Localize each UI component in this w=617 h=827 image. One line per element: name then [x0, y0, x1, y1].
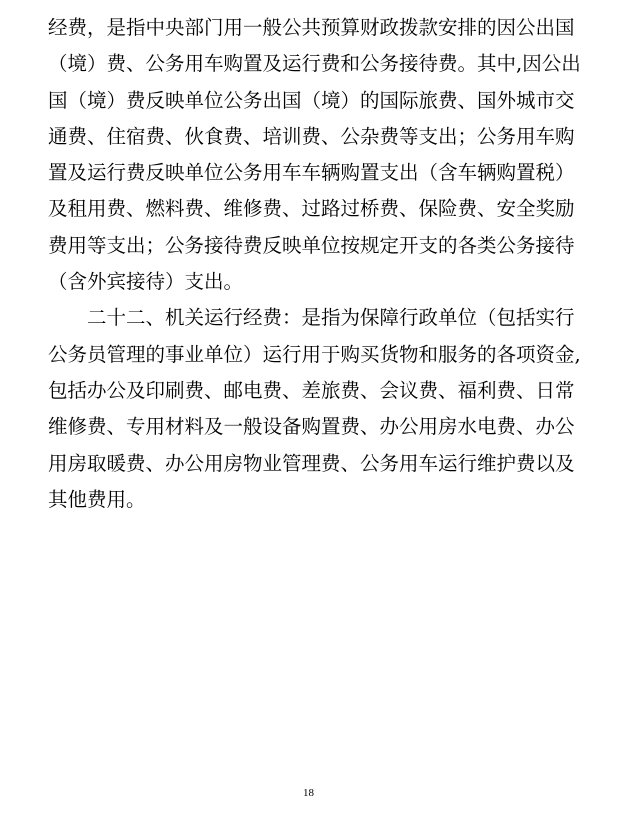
text-line: 包括办公及印刷费、邮电费、差旅费、会议费、福利费、日常: [48, 378, 575, 402]
text-line: 二十二、机关运行经费：是指为保障行政单位（包括实行: [48, 306, 575, 330]
text-line: 及租用费、燃料费、维修费、过路过桥费、保险费、安全奖励: [48, 197, 575, 221]
text-line: 通费、住宿费、伙食费、培训费、公杂费等支出；公务用车购: [48, 124, 575, 148]
text-line: 其他费用。: [48, 487, 146, 511]
paragraph-operating-expenses: [48, 300, 581, 518]
text-line: （含外宾接待）支出。: [48, 270, 244, 294]
text-line: 费用等支出；公务接待费反映单位按规定开支的各类公务接待: [48, 233, 575, 257]
text-line: 维修费、专用材料及一般设备购置费、办公用房水电费、办公: [48, 415, 575, 439]
text-line: 公务员管理的事业单位）运行用于购买货物和服务的各项资金,: [48, 342, 581, 366]
text-line: 置及运行费反映单位公务用车车辆购置支出（含车辆购置税）: [48, 161, 575, 185]
text-line: （境）费、公务用车购置及运行费和公务接待费。其中,因公出: [48, 52, 581, 76]
text-line: 经费，是指中央部门用一般公共预算财政拨款安排的因公出国: [48, 16, 575, 39]
body-text: [48, 10, 581, 518]
paragraph-public-expenses: [48, 10, 581, 300]
text-line: 用房取暖费、办公用房物业管理费、公务用车运行维护费以及: [48, 451, 575, 475]
page-number: 18: [303, 787, 314, 799]
text-line: 国（境）费反映单位公务出国（境）的国际旅费、国外城市交: [48, 88, 575, 112]
